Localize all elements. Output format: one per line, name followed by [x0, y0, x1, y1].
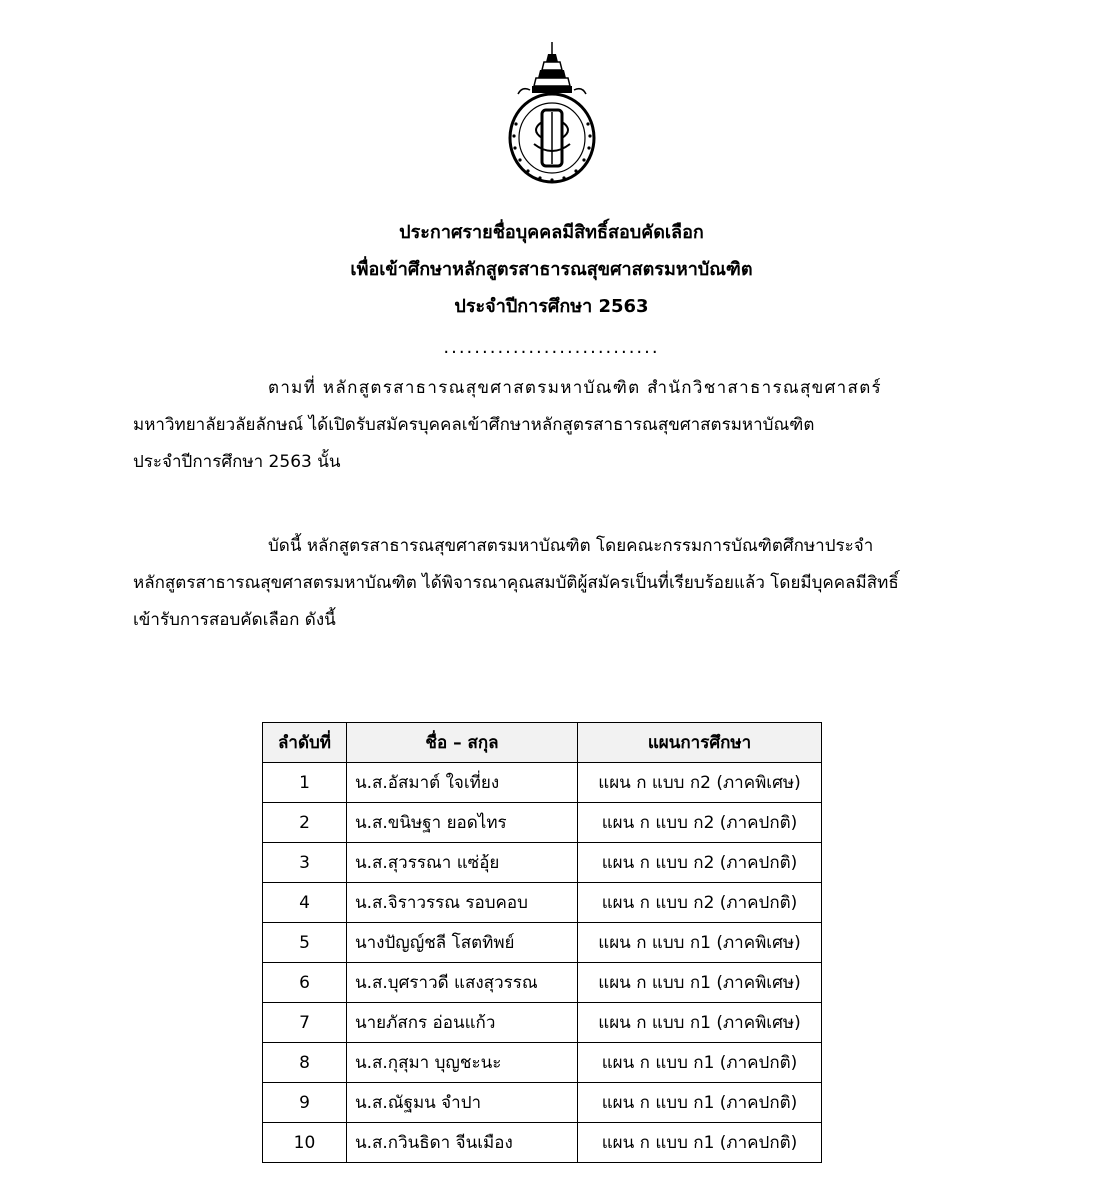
- row-name: น.ส.ขนิษฐา ยอดไทร: [347, 803, 578, 843]
- row-plan: แผน ก แบบ ก2 (ภาคปกติ): [578, 883, 822, 923]
- row-plan: แผน ก แบบ ก2 (ภาคพิเศษ): [578, 763, 822, 803]
- row-number: 5: [263, 923, 347, 963]
- table-row: [263, 803, 822, 843]
- row-number: 9: [263, 1083, 347, 1123]
- table-row: [263, 1083, 822, 1123]
- table-row: [263, 1123, 822, 1163]
- dotted-separator: ............................: [443, 337, 660, 358]
- row-plan: แผน ก แบบ ก2 (ภาคปกติ): [578, 803, 822, 843]
- candidate-table: [262, 722, 822, 1163]
- announcement-title: [0, 214, 1103, 325]
- row-name: น.ส.กุสุมา บุญชะนะ: [347, 1043, 578, 1083]
- row-number: 2: [263, 803, 347, 843]
- row-plan: แผน ก แบบ ก1 (ภาคพิเศษ): [578, 1003, 822, 1043]
- row-number: 8: [263, 1043, 347, 1083]
- paragraph-2-line-1: บัดนี้ หลักสูตรสาธารณสุขศาสตรมหาบัณฑิต โดยคณะกรรมการบัณฑิตศึกษาประจำ: [268, 536, 874, 556]
- paragraph-1-line-1: ตามที่ หลักสูตรสาธารณสุขศาสตรมหาบัณฑิต สำนักวิชาสาธารณสุขศาสตร์: [268, 378, 882, 398]
- table-row: [263, 763, 822, 803]
- row-name: น.ส.บุศราวดี แสงสุวรรณ: [347, 963, 578, 1003]
- row-name: น.ส.กวินธิดา จีนเมือง: [347, 1123, 578, 1163]
- paragraph-2-line-2: หลักสูตรสาธารณสุขศาสตรมหาบัณฑิต ได้พิจารณาคุณสมบัติผู้สมัครเป็นที่เรียบร้อยแล้ว โดยมีบุคคลมีสิทธิ์: [133, 573, 899, 593]
- row-plan: แผน ก แบบ ก1 (ภาคพิเศษ): [578, 963, 822, 1003]
- row-plan: แผน ก แบบ ก2 (ภาคปกติ): [578, 843, 822, 883]
- row-name: น.ส.อัสมาต์ ใจเที่ยง: [347, 763, 578, 803]
- title-line-3: ประจำปีการศึกษา 2563: [454, 296, 649, 317]
- row-number: 6: [263, 963, 347, 1003]
- row-name: น.ส.ณัฐมน จำปา: [347, 1083, 578, 1123]
- paragraph-1-line-2: มหาวิทยาลัยวลัยลักษณ์ ได้เปิดรับสมัครบุคคลเข้าศึกษาหลักสูตรสาธารณสุขศาสตรมหาบัณฑิต: [133, 415, 815, 435]
- row-number: 1: [263, 763, 347, 803]
- row-number: 10: [263, 1123, 347, 1163]
- table-row: [263, 1043, 822, 1083]
- row-number: 4: [263, 883, 347, 923]
- row-number: 3: [263, 843, 347, 883]
- paragraph-1-line-3: ประจำปีการศึกษา 2563 นั้น: [133, 452, 341, 472]
- title-line-1: ประกาศรายชื่อบุคคลมีสิทธิ์สอบคัดเลือก: [399, 222, 704, 243]
- table-row: [263, 843, 822, 883]
- paragraph-1: [133, 370, 973, 481]
- table-row: [263, 883, 822, 923]
- table-row: [263, 963, 822, 1003]
- row-name: น.ส.สุวรรณา แซ่อุ้ย: [347, 843, 578, 883]
- row-name: นายภัสกร อ่อนแก้ว: [347, 1003, 578, 1043]
- row-number: 7: [263, 1003, 347, 1043]
- row-name: น.ส.จิราวรรณ รอบคอบ: [347, 883, 578, 923]
- paragraph-2-line-3: เข้ารับการสอบคัดเลือก ดังนี้: [133, 610, 336, 630]
- header-plan: แผนการศึกษา: [578, 723, 822, 763]
- table-header-row: [263, 723, 822, 763]
- row-plan: แผน ก แบบ ก1 (ภาคปกติ): [578, 1043, 822, 1083]
- row-plan: แผน ก แบบ ก1 (ภาคพิเศษ): [578, 923, 822, 963]
- row-name: นางปัญญ์ชลี โสตทิพย์: [347, 923, 578, 963]
- header-number: ลำดับที่: [263, 723, 347, 763]
- header-name: ชื่อ – สกุล: [347, 723, 578, 763]
- table-row: [263, 923, 822, 963]
- university-seal-icon: [500, 40, 604, 186]
- row-plan: แผน ก แบบ ก1 (ภาคปกติ): [578, 1083, 822, 1123]
- table-row: [263, 1003, 822, 1043]
- paragraph-2: [133, 528, 973, 639]
- title-line-2: เพื่อเข้าศึกษาหลักสูตรสาธารณสุขศาสตรมหาบัณฑิต: [350, 259, 753, 280]
- row-plan: แผน ก แบบ ก1 (ภาคปกติ): [578, 1123, 822, 1163]
